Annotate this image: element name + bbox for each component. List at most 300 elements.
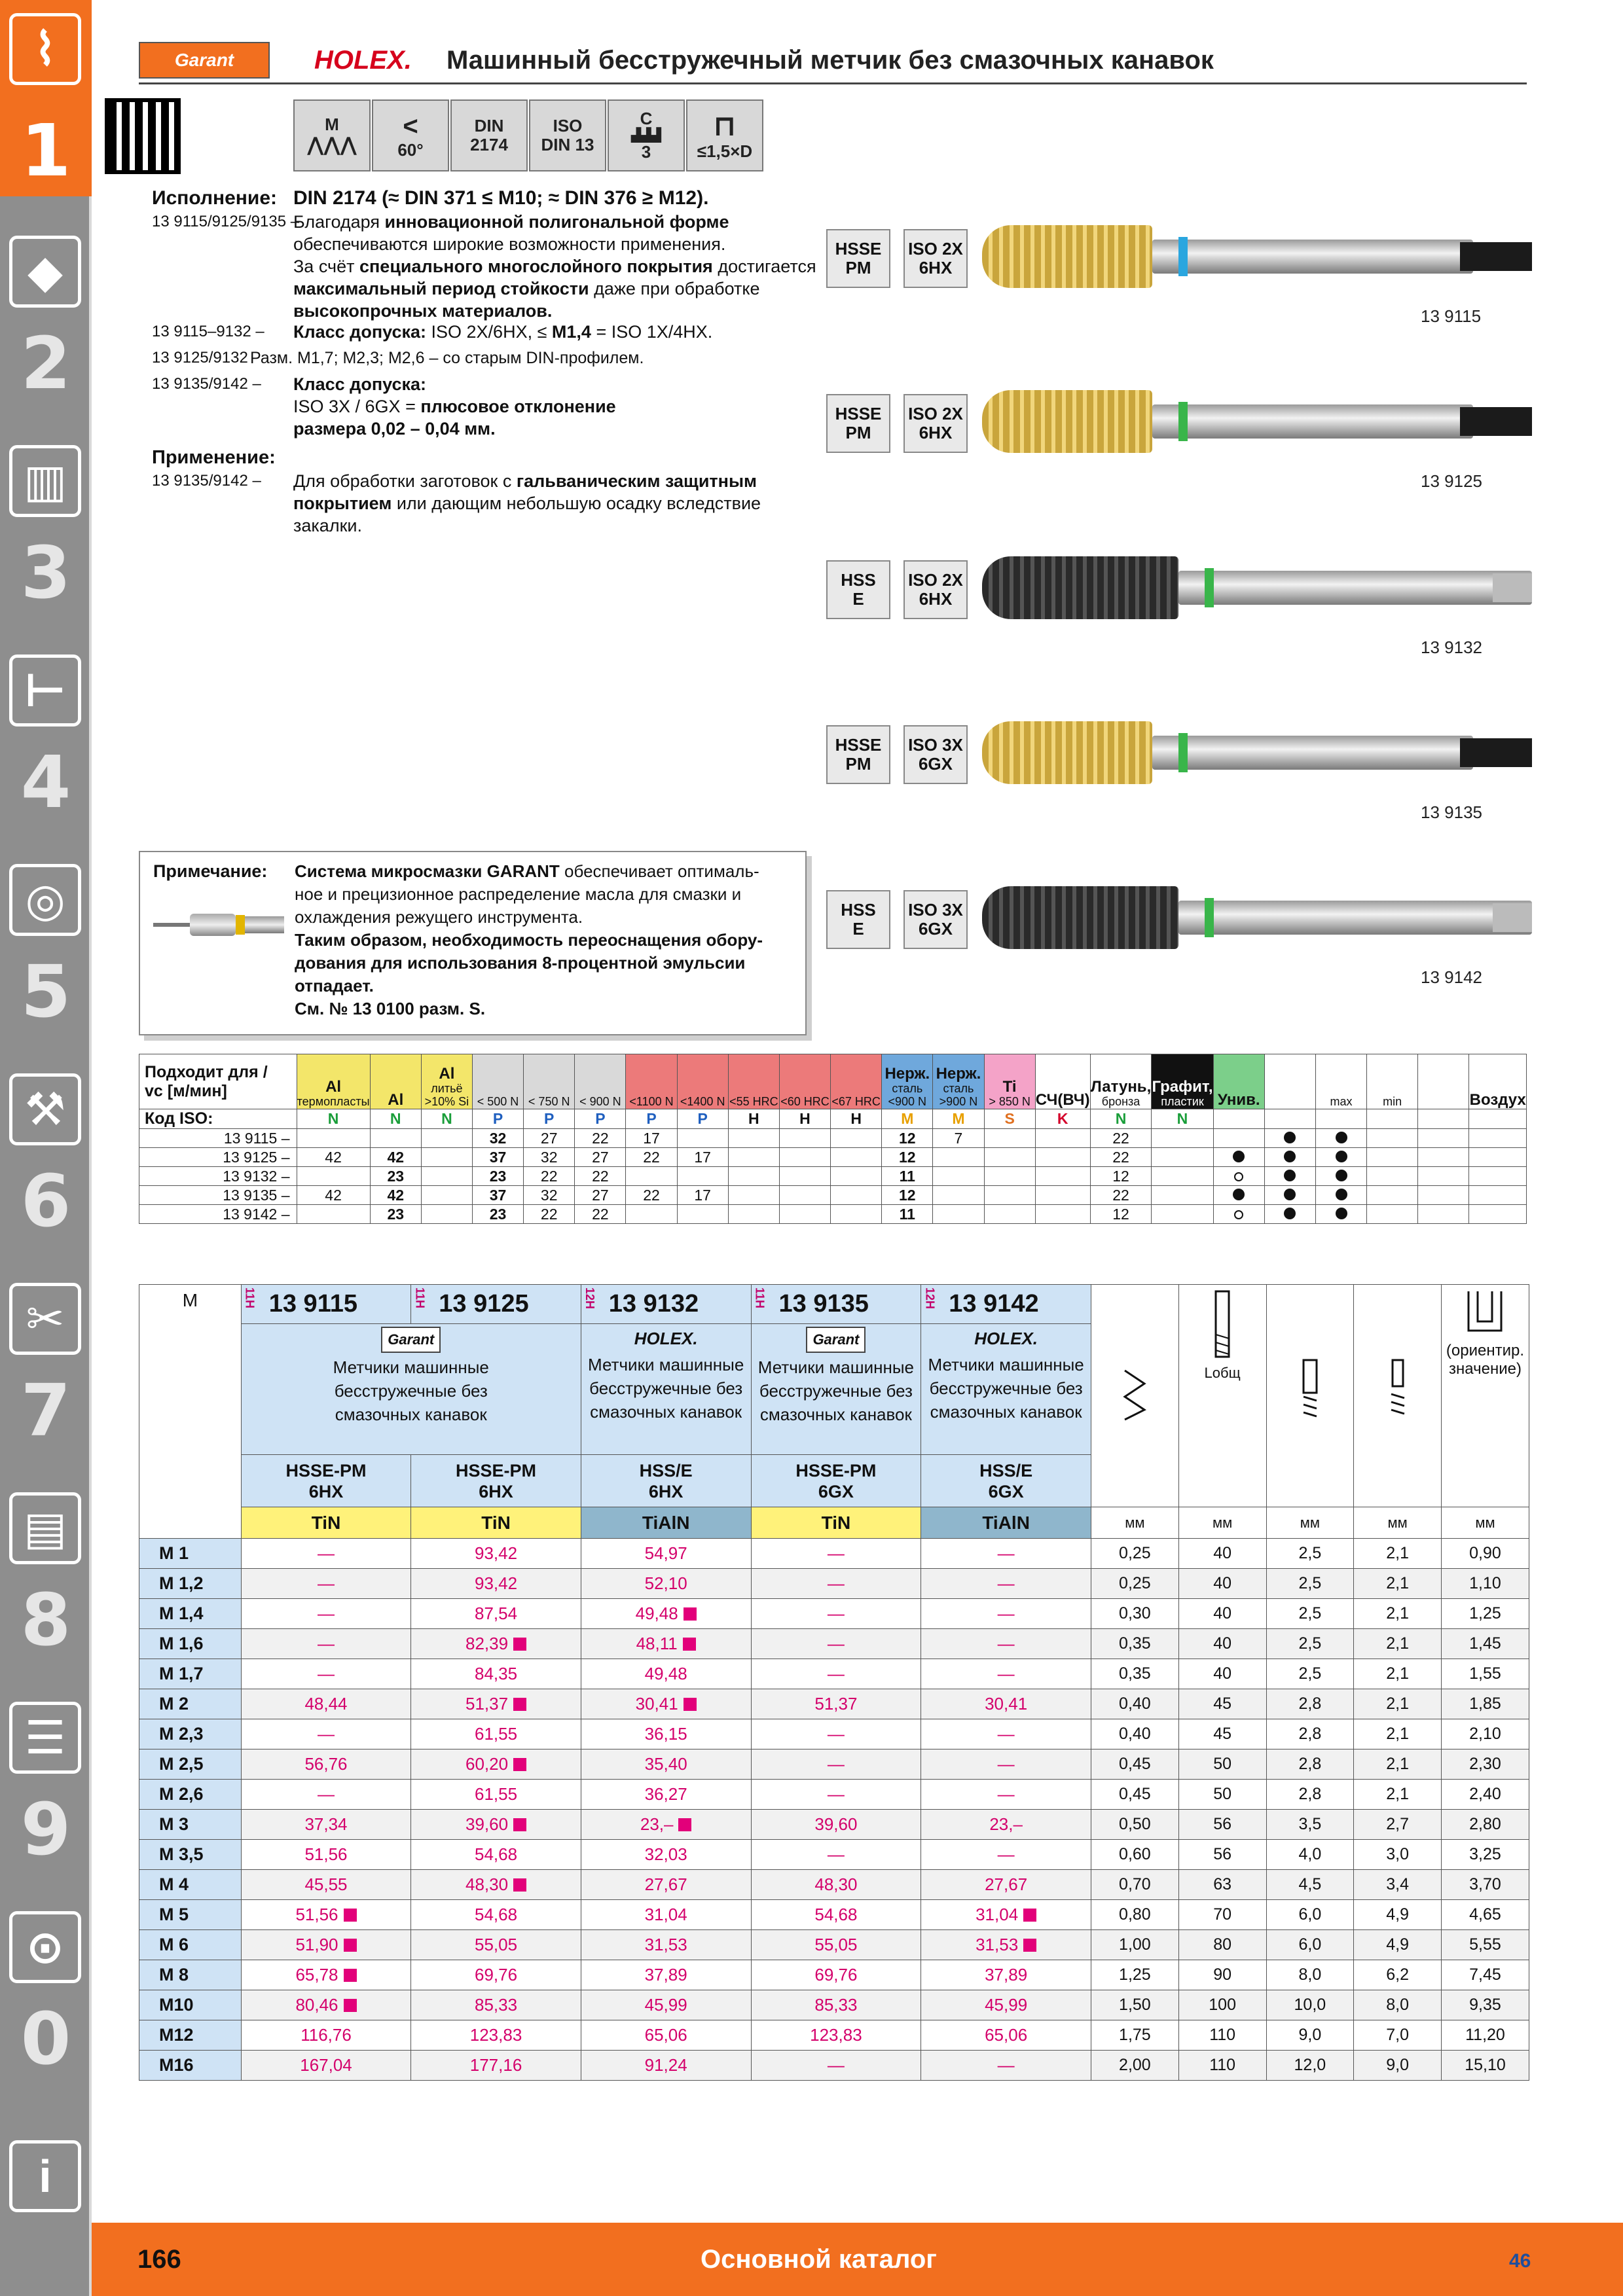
iso-code: M: [882, 1109, 933, 1129]
tolerance-line: ISO 3X: [908, 900, 963, 920]
grade-line: PM: [845, 754, 871, 774]
sidebar-chapter-7[interactable]: [0, 1257, 92, 1453]
sidebar-number-4: 4: [20, 740, 71, 824]
material-column-header: [1035, 1054, 1090, 1109]
text-run: Для обработки заготовок с: [293, 471, 517, 491]
price-cell[interactable]: [241, 1930, 411, 1960]
price-value: 49,48: [644, 1664, 687, 1683]
price-cell[interactable]: [581, 1930, 751, 1960]
price-cell[interactable]: [581, 1569, 751, 1599]
code-text: 13 9142: [949, 1290, 1039, 1318]
sidebar-chapter-6[interactable]: [0, 1047, 92, 1244]
price-value: 93,42: [474, 1543, 518, 1563]
price-cell[interactable]: [411, 1930, 581, 1960]
price-cell[interactable]: [241, 1689, 411, 1719]
price-cell[interactable]: [411, 1539, 581, 1569]
price-cell[interactable]: [241, 1539, 411, 1569]
material-column-header: [933, 1054, 984, 1109]
cutting-speed: [1035, 1205, 1090, 1224]
iso-code: [1469, 1109, 1527, 1129]
cutting-speed: [831, 1205, 882, 1224]
thread-size: M 1: [139, 1539, 242, 1569]
sidebar-chapter-1[interactable]: [0, 0, 92, 196]
price-cell[interactable]: [921, 1659, 1091, 1689]
text-run: дования для использования 8-процентной эмульсии: [295, 953, 746, 973]
price-cell[interactable]: [581, 1629, 751, 1659]
price-cell[interactable]: [921, 1870, 1091, 1900]
tolerance-line: ISO 2X: [908, 404, 963, 424]
cutting-speed: 22: [575, 1167, 626, 1186]
spec-label: DIN 13: [541, 135, 594, 154]
cutting-speed: [728, 1148, 779, 1167]
price-cell[interactable]: [751, 2051, 921, 2081]
thread-size: M16: [139, 2051, 242, 2081]
grade-line: HSS: [841, 900, 876, 920]
dimension-cell: 4,9: [1354, 1930, 1442, 1960]
thread-size: M 1,4: [139, 1599, 242, 1629]
price-cell[interactable]: [411, 1960, 581, 1990]
material-grade-badge: [826, 394, 890, 453]
price-cell[interactable]: [751, 1810, 921, 1840]
price-value: 80,46: [295, 1995, 338, 2015]
price-cell[interactable]: [241, 1719, 411, 1749]
price-value: 85,33: [814, 1995, 858, 2015]
cutting-speed: 22: [1090, 1186, 1152, 1205]
price-cell[interactable]: [581, 2020, 751, 2051]
price-value: 37,34: [304, 1814, 348, 1834]
suitable-marker: [1315, 1205, 1366, 1224]
price-cell[interactable]: [751, 1930, 921, 1960]
cutting-speed: [1035, 1167, 1090, 1186]
sidebar-number-3: 3: [20, 531, 71, 615]
price-cell[interactable]: [241, 1990, 411, 2020]
price-cell[interactable]: [751, 1749, 921, 1780]
price-cell[interactable]: [921, 1719, 1091, 1749]
tap-color-ring: [1178, 402, 1188, 441]
dimension-cell: 0,70: [1091, 1870, 1179, 1900]
suitable-marker: [1264, 1167, 1315, 1186]
material-spec: < 500 N: [477, 1095, 519, 1109]
thread-size: M 5: [139, 1900, 242, 1930]
sidebar-chapter-5[interactable]: [0, 838, 92, 1034]
dimension-cell: 2,30: [1441, 1749, 1529, 1780]
spec-label: ISO: [553, 116, 583, 136]
cutting-speed: [984, 1129, 1035, 1148]
qr-code-icon[interactable]: [105, 98, 181, 174]
dimension-cell: 1,00: [1091, 1930, 1179, 1960]
price-value: 51,37: [465, 1694, 509, 1713]
price-cell[interactable]: [581, 1840, 751, 1870]
price-cell[interactable]: [241, 1900, 411, 1930]
price-cell[interactable]: [411, 2051, 581, 2081]
grade-line: E: [852, 919, 864, 939]
price-cell[interactable]: [921, 1599, 1091, 1629]
material-spec: пластик: [1161, 1095, 1204, 1109]
price-cell[interactable]: [751, 2020, 921, 2051]
cutting-speed: [1418, 1186, 1469, 1205]
price-cell[interactable]: [241, 1780, 411, 1810]
price-value: 51,37: [814, 1694, 858, 1713]
holex-logo: HOLEX.: [634, 1329, 698, 1348]
tap-thread: [982, 721, 1152, 784]
hole-glyph: ⊓: [713, 109, 737, 142]
price-cell[interactable]: [411, 2020, 581, 2051]
cutting-speed: [1418, 1129, 1469, 1148]
dimension-cell: 110: [1178, 2051, 1266, 2081]
table-row: [139, 1539, 1529, 1569]
price-cell[interactable]: [921, 1960, 1091, 1990]
iso-label: Код ISO:: [139, 1109, 297, 1129]
material-text: HSS/E: [639, 1460, 693, 1480]
price-cell[interactable]: [411, 1990, 581, 2020]
stock-marker-icon: [513, 1638, 526, 1651]
price-value: 36,27: [644, 1784, 687, 1804]
price-cell[interactable]: [921, 1689, 1091, 1719]
sidebar-number-7: 7: [20, 1369, 71, 1452]
thread-size: M 1,7: [139, 1659, 242, 1689]
code-text: 13 9115: [268, 1290, 357, 1318]
material-column-header: [472, 1054, 523, 1109]
cutting-speed: 12: [1090, 1205, 1152, 1224]
coating-cell: TiN: [411, 1507, 581, 1539]
price-value: 37,89: [644, 1965, 687, 1984]
table-row: [139, 1205, 1527, 1224]
price-cell[interactable]: [751, 1539, 921, 1569]
cutting-speed: [370, 1129, 421, 1148]
product-code: 13 9142 –: [139, 1205, 297, 1224]
price-cell[interactable]: [921, 2020, 1091, 2051]
material-column-header: [1315, 1054, 1366, 1109]
price-cell[interactable]: [921, 1780, 1091, 1810]
price-value: 54,97: [644, 1543, 687, 1563]
price-cell[interactable]: [411, 1749, 581, 1780]
cutting-speed: [1418, 1205, 1469, 1224]
dimension-cell: 0,25: [1091, 1539, 1179, 1569]
price-value: —: [997, 1784, 1015, 1804]
price-cell[interactable]: [411, 1840, 581, 1870]
price-cell[interactable]: [921, 1539, 1091, 1569]
cutting-speed: [984, 1148, 1035, 1167]
price-cell[interactable]: [751, 1900, 921, 1930]
holex-desc-cell: [581, 1324, 751, 1455]
code-text: 13 9125: [439, 1290, 529, 1318]
cutting-speed: [421, 1186, 472, 1205]
dimension-cell: 2,10: [1441, 1719, 1529, 1749]
cutting-speed: [728, 1167, 779, 1186]
text-run: закалки.: [293, 516, 362, 535]
price-cell[interactable]: [581, 2051, 751, 2081]
price-cell[interactable]: [751, 1689, 921, 1719]
dimension-cell: 80: [1178, 1930, 1266, 1960]
text-run: Благодаря: [293, 212, 385, 232]
para-1: [152, 211, 820, 321]
price-cell[interactable]: [751, 1840, 921, 1870]
dimension-cell: 2,00: [1091, 2051, 1179, 2081]
material-spec: сталь >900 N: [939, 1082, 978, 1109]
filled-dot-icon: [1233, 1151, 1245, 1162]
header-text: Подходит для /: [145, 1062, 268, 1081]
length-label: Lобщ: [1204, 1365, 1241, 1381]
price-cell[interactable]: [581, 1689, 751, 1719]
price-cell[interactable]: [411, 1780, 581, 1810]
para-text: [293, 211, 830, 322]
price-cell[interactable]: [921, 1569, 1091, 1599]
price-cell[interactable]: [581, 1659, 751, 1689]
price-cell[interactable]: [751, 1870, 921, 1900]
material-cell: [921, 1455, 1091, 1507]
sidebar-chapter-9[interactable]: [0, 1676, 92, 1872]
stock-marker-icon: [684, 1698, 697, 1711]
price-cell[interactable]: [921, 2051, 1091, 2081]
price-value: 60,20: [465, 1754, 509, 1774]
price-cell[interactable]: [411, 1900, 581, 1930]
price-value: 56,76: [304, 1754, 348, 1774]
text-run: даже при обработке: [589, 279, 760, 298]
sidebar-chapter-2[interactable]: [0, 209, 92, 406]
iso-code: [1315, 1109, 1366, 1129]
filled-dot-icon: [1336, 1170, 1347, 1181]
material-column-header: [524, 1054, 575, 1109]
material-spec: <1400 N: [680, 1095, 725, 1109]
cutting-speed: [297, 1205, 370, 1224]
material-grade-badge: [826, 890, 890, 949]
iso-code: P: [575, 1109, 626, 1129]
price-cell[interactable]: [581, 1780, 751, 1810]
price-value: 177,16: [469, 2055, 522, 2075]
iso-code: [1213, 1109, 1264, 1129]
text-run: инновационной полигональной форме: [384, 212, 729, 232]
iso-code: H: [728, 1109, 779, 1129]
dimension-cell: 7,45: [1441, 1960, 1529, 1990]
product-code: 13 9115 –: [139, 1129, 297, 1148]
price-cell[interactable]: [751, 1629, 921, 1659]
table-header-row: [139, 1054, 1527, 1109]
price-cell[interactable]: [411, 1870, 581, 1900]
material-name: Унив.: [1217, 1090, 1260, 1109]
text-run: Разм. M1,7; M2,3; M2,6 – со старым DIN-профилем.: [250, 349, 644, 367]
price-cell[interactable]: [241, 1569, 411, 1599]
price-cell[interactable]: [411, 1689, 581, 1719]
para-2: [152, 321, 820, 347]
tolerance-badge: [903, 725, 968, 784]
insert-icon: ◆: [9, 236, 81, 308]
price-table: [139, 1284, 1529, 2081]
sidebar-chapter-3[interactable]: [0, 419, 92, 615]
product-description: Метчики машинные бесстружечные без смазочных канавок: [928, 1355, 1084, 1422]
micro-lubrication-nozzle-icon: [153, 905, 284, 944]
price-value: 36,15: [644, 1724, 687, 1744]
catalog-title: Основной каталог: [701, 2245, 937, 2274]
price-cell[interactable]: [411, 1629, 581, 1659]
price-cell[interactable]: [411, 1810, 581, 1840]
price-value: 65,06: [985, 2025, 1028, 2045]
price-cell[interactable]: [751, 1960, 921, 1990]
price-cell[interactable]: [411, 1719, 581, 1749]
price-cell[interactable]: [411, 1569, 581, 1599]
price-value: —: [827, 1724, 845, 1744]
dimension-cell: 2,5: [1266, 1659, 1354, 1689]
text-run: максимальный период стойкости: [293, 279, 589, 298]
price-value: 93,42: [474, 1573, 518, 1593]
sidebar-info[interactable]: [0, 2134, 92, 2219]
dimension-cell: 0,90: [1441, 1539, 1529, 1569]
material-column-header: [882, 1054, 933, 1109]
dimension-cell: 6,0: [1266, 1900, 1354, 1930]
suitability-header: [139, 1054, 297, 1109]
price-cell[interactable]: [241, 1749, 411, 1780]
material-name: Графит,: [1152, 1077, 1213, 1096]
price-cell[interactable]: [241, 1659, 411, 1689]
chapter-sidebar: [0, 0, 92, 2296]
product-code-header: [241, 1285, 411, 1324]
garant-logo: Garant: [139, 42, 270, 79]
price-value: 65,78: [295, 1965, 338, 1984]
table-row: [139, 1810, 1529, 1840]
price-cell[interactable]: [751, 1569, 921, 1599]
price-coating-row: [139, 1507, 1529, 1539]
cutting-speed: [984, 1205, 1035, 1224]
execution-line: [152, 187, 820, 211]
price-cell[interactable]: [581, 1719, 751, 1749]
price-cell[interactable]: [921, 1990, 1091, 2020]
grade-line: HSSE: [835, 239, 882, 259]
tolerance-line: 6HX: [919, 423, 953, 442]
cutting-speed: 27: [524, 1129, 575, 1148]
sidebar-number-5: 5: [20, 950, 71, 1033]
para-4: [152, 373, 820, 446]
cutting-speed: [779, 1129, 830, 1148]
dimension-cell: 3,25: [1441, 1840, 1529, 1870]
dimension-cell: 0,45: [1091, 1780, 1179, 1810]
tap-square-drive: [1493, 573, 1532, 602]
price-value: 52,10: [644, 1573, 687, 1593]
saw-blade-icon: ◎: [9, 864, 81, 936]
dimension-cell: 2,1: [1354, 1689, 1442, 1719]
price-cell[interactable]: [921, 1749, 1091, 1780]
price-value: 51,90: [295, 1935, 338, 1954]
dimension-cell: 0,35: [1091, 1629, 1179, 1659]
dimension-cell: 40: [1178, 1599, 1266, 1629]
price-cell[interactable]: [241, 2020, 411, 2051]
price-cell[interactable]: [581, 1599, 751, 1629]
cutting-speed: [1367, 1186, 1418, 1205]
unit-cell: мм: [1266, 1507, 1354, 1539]
table-row: [139, 1749, 1529, 1780]
price-cell[interactable]: [581, 1810, 751, 1840]
tolerance-line: ISO 2X: [908, 570, 963, 590]
price-cell[interactable]: [581, 1749, 751, 1780]
dimension-cell: 1,50: [1091, 1990, 1179, 2020]
cutting-speed: 12: [1090, 1167, 1152, 1186]
text-run: или дающим небольшую осадку вследствие: [392, 493, 761, 513]
suitable-marker: [1213, 1148, 1264, 1167]
core-hole-diagram-icon: [1441, 1285, 1529, 1507]
filled-dot-icon: [1284, 1170, 1296, 1181]
cutting-speed: [1152, 1205, 1213, 1224]
price-cell[interactable]: [921, 1840, 1091, 1870]
price-cell[interactable]: [751, 1599, 921, 1629]
stock-marker-icon: [344, 1939, 357, 1952]
price-value: —: [318, 1664, 335, 1683]
dimension-cell: 45: [1178, 1719, 1266, 1749]
price-value: 65,06: [644, 2025, 687, 2045]
price-cell[interactable]: [581, 1870, 751, 1900]
cutting-speed: [297, 1129, 370, 1148]
price-cell[interactable]: [581, 1960, 751, 1990]
para-code: 13 9135/9142 –: [152, 472, 261, 490]
price-cell[interactable]: [411, 1659, 581, 1689]
price-cell[interactable]: [581, 1990, 751, 2020]
tap-shank: [1152, 404, 1473, 439]
price-cell[interactable]: [581, 1539, 751, 1569]
price-cell[interactable]: [921, 1629, 1091, 1659]
cutting-speed: [1035, 1148, 1090, 1167]
price-cell[interactable]: [241, 2051, 411, 2081]
fit-text: 6HX: [648, 1481, 684, 1501]
dimension-cell: 45: [1178, 1689, 1266, 1719]
cutting-speed: 17: [626, 1129, 677, 1148]
para-code: 13 9115/9125/9135 –: [152, 213, 300, 230]
price-cell[interactable]: [241, 1599, 411, 1629]
cutting-speed: 32: [524, 1186, 575, 1205]
cutting-speed: [1469, 1167, 1527, 1186]
dimension-cell: 0,60: [1091, 1840, 1179, 1870]
text-run: Класс допуска:: [293, 322, 427, 342]
sidebar-chapter-4[interactable]: [0, 628, 92, 825]
price-cell[interactable]: [751, 1990, 921, 2020]
price-cell[interactable]: [241, 1960, 411, 1990]
cutting-speed: [297, 1167, 370, 1186]
dimension-cell: 0,30: [1091, 1599, 1179, 1629]
suitable-marker: [1264, 1186, 1315, 1205]
price-value: —: [997, 1634, 1015, 1653]
cutting-speed: 42: [297, 1186, 370, 1205]
tolerance-line: 6GX: [918, 919, 953, 939]
table-row: [139, 1167, 1527, 1186]
price-cell[interactable]: [751, 1659, 921, 1689]
iso-code: P: [472, 1109, 523, 1129]
tap-shank: [1152, 240, 1473, 274]
material-grade-badge: [826, 725, 890, 784]
dimension-cell: 0,45: [1091, 1749, 1179, 1780]
price-value: 35,40: [644, 1754, 687, 1774]
price-cell[interactable]: [921, 1930, 1091, 1960]
price-cell[interactable]: [751, 1719, 921, 1749]
cutting-speed: [1469, 1148, 1527, 1167]
tolerance-badge: [903, 560, 968, 619]
filled-dot-icon: [1284, 1132, 1296, 1143]
tap-square-drive: [1460, 242, 1532, 271]
material-spec: литьё >10% Si: [424, 1082, 469, 1109]
material-spec: max: [1330, 1095, 1353, 1109]
spec-label: 2174: [470, 135, 508, 154]
sidebar-chapter-8[interactable]: [0, 1466, 92, 1662]
price-cell[interactable]: [581, 1900, 751, 1930]
thread-size: M 1,6: [139, 1629, 242, 1659]
sidebar-chapter-0[interactable]: [0, 1885, 92, 2081]
price-cell[interactable]: [241, 1870, 411, 1900]
price-cell[interactable]: [241, 1629, 411, 1659]
price-cell[interactable]: [921, 1900, 1091, 1930]
price-cell[interactable]: [921, 1810, 1091, 1840]
price-cell[interactable]: [751, 1780, 921, 1810]
cutting-speed: 22: [626, 1148, 677, 1167]
tolerance-badge: [903, 394, 968, 453]
price-cell[interactable]: [241, 1840, 411, 1870]
material-spec: min: [1383, 1095, 1402, 1109]
price-cell[interactable]: [241, 1810, 411, 1840]
price-cell[interactable]: [411, 1599, 581, 1629]
